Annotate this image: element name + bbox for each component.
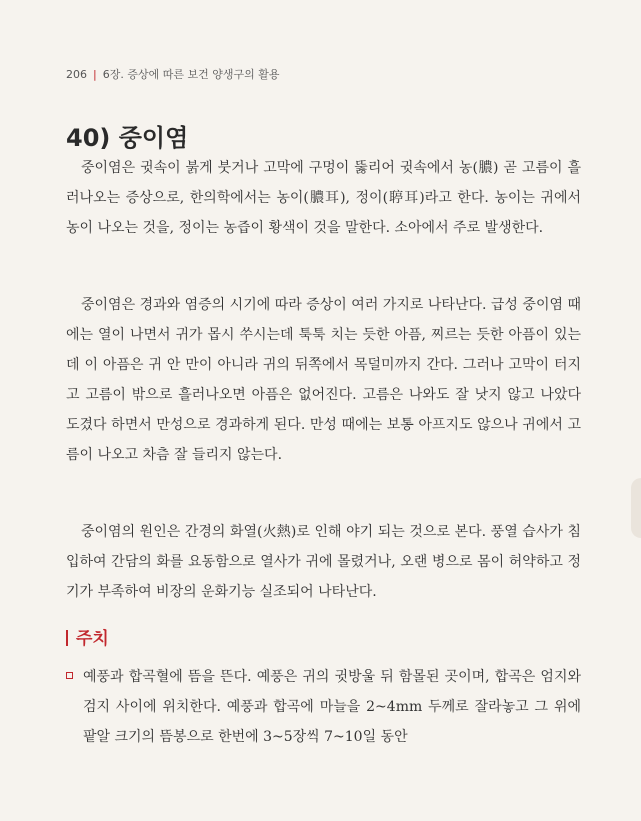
hollow-square-bullet-icon [66,672,73,679]
chapter-title: 6장. 증상에 따른 보건 양생구의 활용 [102,68,280,81]
treatment-item-text: 예풍과 합곡혈에 뜸을 뜬다. 예풍은 귀의 귓방울 뒤 함몰된 곳이며, 합곡은 엄지와 검지 사이에 위치한다. 예풍과 합곡에 마늘을 2~4mm 두께로 잘라놓고 그 위에 팥알 크기의 뜸봉으로 한번에 3~5장씩 7~10일 동안 [83,669,581,745]
paragraph-definition [66,153,581,243]
page-number: 206 [66,68,87,81]
paragraph-text: 중이염의 원인은 간경의 화열(火熱)로 인해 야기 되는 것으로 본다. 풍열 습사가 침입하여 간담의 화를 요동함으로 열사가 귀에 몰렸거나, 오랜 병으로 몸이 허약하고 정기가 부족하여 비장의 운화기능 실조되어 나타난다. [66,524,581,600]
paragraph-text: 중이염은 귓속이 붉게 붓거나 고막에 구멍이 뚫리어 귓속에서 농(膿) 곧 고름이 흘러나오는 증상으로, 한의학에서는 농이(膿耳), 정이(聤耳)라고 한다. 농이는 귀에서 농이 나오는 것을, 정이는 농즙이 황색이 것을 말한다. 소아에서 주로 발생한다. [66,160,581,236]
treatment-heading-label: 주치 [76,629,109,649]
separator-bar: | [93,68,97,81]
running-head [66,66,279,82]
heading-bar-icon [66,630,68,646]
treatment-list-item [66,662,581,752]
paragraph-symptoms [66,290,581,470]
paragraph-cause [66,517,581,607]
section-title: 40) 중이염 [66,124,189,152]
paragraph-text: 중이염은 경과와 염증의 시기에 따라 증상이 여러 가지로 나타난다. 급성 중이염 때에는 열이 나면서 귀가 몹시 쑤시는데 툭툭 치는 듯한 아픔, 찌르는 듯한 아픔이 있는데 이 아픔은 귀 안 만이 아니라 귀의 뒤쪽에서 목덜미까지 간다. 그러나 고막이 터지고 고름이 밖으로 흘러나오면 아픔은 없어진다. 고름은 나와도 잘 낫지 않고 나았다 도겼다 하면서 만성으로 경과하게 된다. 만성 때에는 보통 아프지도 않으나 귀에서 고름이 나오고 차츰 잘 들리지 않는다. [66,297,581,463]
treatment-heading [66,624,109,649]
page-edge-tab [631,478,641,538]
